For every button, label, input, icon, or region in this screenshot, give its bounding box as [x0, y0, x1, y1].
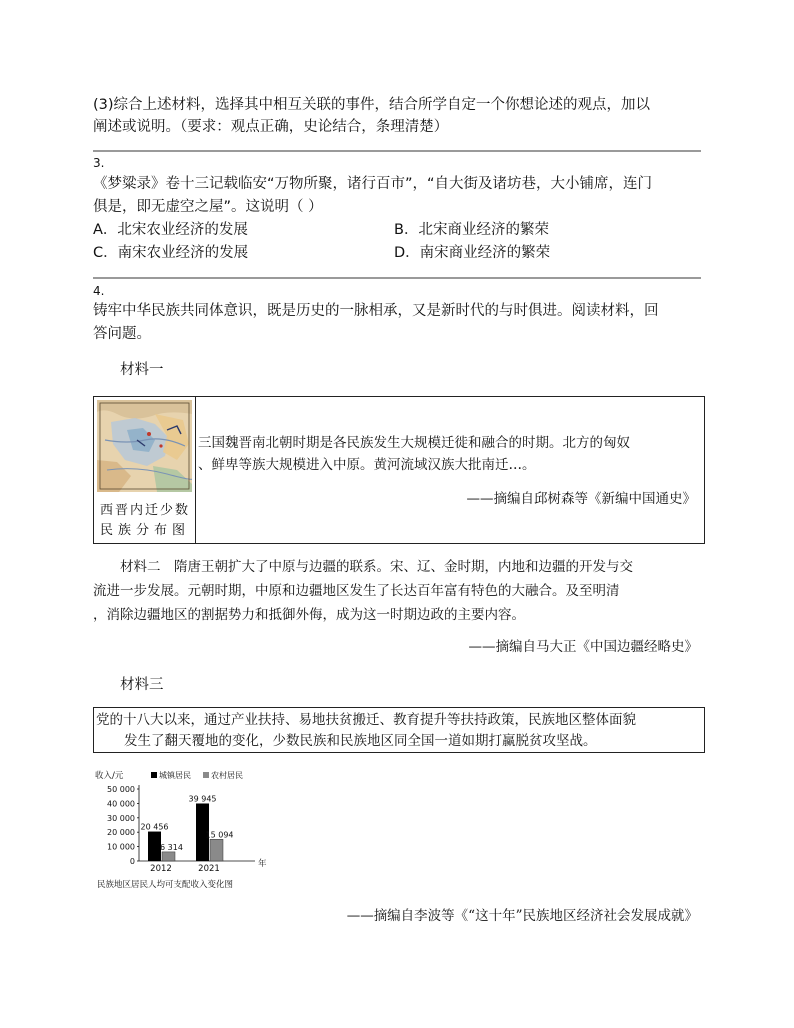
material1-box	[93, 396, 705, 544]
q3-option-b[interactable]: B．北宋商业经济的繁荣	[394, 222, 549, 238]
q3-stem-line2: 俱是，即无虚空之屋”。这说明（ ）	[93, 199, 323, 215]
chart-y-tick-label: 40 000	[107, 799, 135, 809]
q3-stem-line1: 《梦粱录》卷十三记载临安“万物所聚，诸行百市”，“自大街及诸坊巷，大小铺席，连门	[93, 176, 653, 192]
chart-bar	[210, 839, 223, 861]
material1-source: ——摘编自邱树森等《新编中国通史》	[466, 491, 696, 507]
separator-1	[93, 150, 701, 152]
material2-source: ——摘编自马大正《中国边疆经略史》	[468, 639, 698, 655]
material1-text-line1: 三国魏晋南北朝时期是各民族发生大规模迁徙和融合的时期。北方的匈奴	[198, 435, 630, 451]
chart-y-tick-label: 50 000	[107, 785, 135, 794]
chart-xlabel: 年	[258, 859, 267, 869]
chart-legend-swatch	[203, 772, 209, 778]
chart-title: 民族地区居民人均可支配收入变化图	[97, 880, 234, 890]
material3-label: 材料三	[120, 677, 164, 693]
q4-stem-line2: 答问题。	[93, 326, 151, 342]
separator-2	[93, 277, 701, 279]
chart-category-label: 2021	[198, 864, 220, 874]
western-jin-map-image	[97, 400, 192, 492]
q2-part3-line1: (3)综合上述材料，选择其中相互关联的事件，结合所学自定一个你想论述的观点，加以	[93, 97, 651, 113]
chart-bar	[162, 852, 175, 861]
chart-legend-label: 农村居民	[211, 771, 243, 780]
chart-category-label: 2012	[150, 864, 172, 874]
material2-line2: 流进一步发展。元朝时期，中原和边疆地区发生了长达百年富有特色的大融合。及至明清	[93, 583, 620, 599]
material2-line3: ，消除边疆地区的割据势力和抵御外侮，成为这一时期边政的主要内容。	[93, 607, 525, 623]
material3-text-line1: 党的十八大以来，通过产业扶持、易地扶贫搬迁、教育提升等扶持政策，民族地区整体面貌	[96, 712, 636, 728]
material3-box	[93, 707, 705, 753]
chart-value-label: 15 094	[205, 830, 234, 840]
chart-value-label: 6 314	[160, 842, 183, 852]
material2-line1: 材料二 隋唐王朝扩大了中原与边疆的联系。宋、辽、金时期，内地和边疆的开发与交	[120, 559, 633, 575]
chart-y-tick-label: 20 000	[107, 828, 135, 838]
q3-number: 3.	[93, 156, 105, 170]
chart-value-label: 20 456	[140, 822, 169, 832]
chart-y-tick-label: 0	[129, 857, 135, 866]
map-caption-line2: 民族分布图	[100, 523, 191, 538]
chart-bar	[148, 832, 161, 861]
chart-legend-label: 城镇居民	[159, 771, 191, 780]
q4-number: 4.	[93, 284, 105, 298]
q3-option-a[interactable]: A．北宋农业经济的发展	[93, 222, 248, 238]
chart-y-tick-label: 30 000	[107, 813, 135, 823]
material1-label: 材料一	[120, 362, 164, 378]
income-chart-svg	[93, 768, 273, 892]
q2-part3-line2: 阐述或说明。（要求：观点正确，史论结合，条理清楚）	[93, 119, 449, 135]
q3-option-c[interactable]: C．南宋农业经济的发展	[93, 245, 249, 261]
material3-source: ——摘编自李波等《“这十年”民族地区经济社会发展成就》	[346, 908, 698, 924]
map-caption-line1: 西晋内迁少数	[100, 503, 191, 518]
income-chart	[93, 768, 273, 892]
chart-legend-swatch	[151, 772, 157, 778]
chart-ylabel: 收入/元	[95, 771, 124, 781]
q3-option-d[interactable]: D．南宋商业经济的繁荣	[394, 245, 551, 261]
chart-value-label: 39 945	[188, 794, 217, 804]
material1-divider	[195, 397, 196, 543]
chart-y-tick-label: 10 000	[107, 842, 135, 852]
material1-text-line2: 、鲜卑等族大规模进入中原。黄河流域汉族大批南迁…。	[198, 457, 536, 473]
material3-text-line2: 发生了翻天覆地的变化，少数民族和民族地区同全国一道如期打赢脱贫攻坚战。	[124, 733, 597, 749]
q4-stem-line1: 铸牢中华民族共同体意识，既是历史的一脉相承，又是新时代的与时俱进。阅读材料，回	[93, 303, 659, 319]
